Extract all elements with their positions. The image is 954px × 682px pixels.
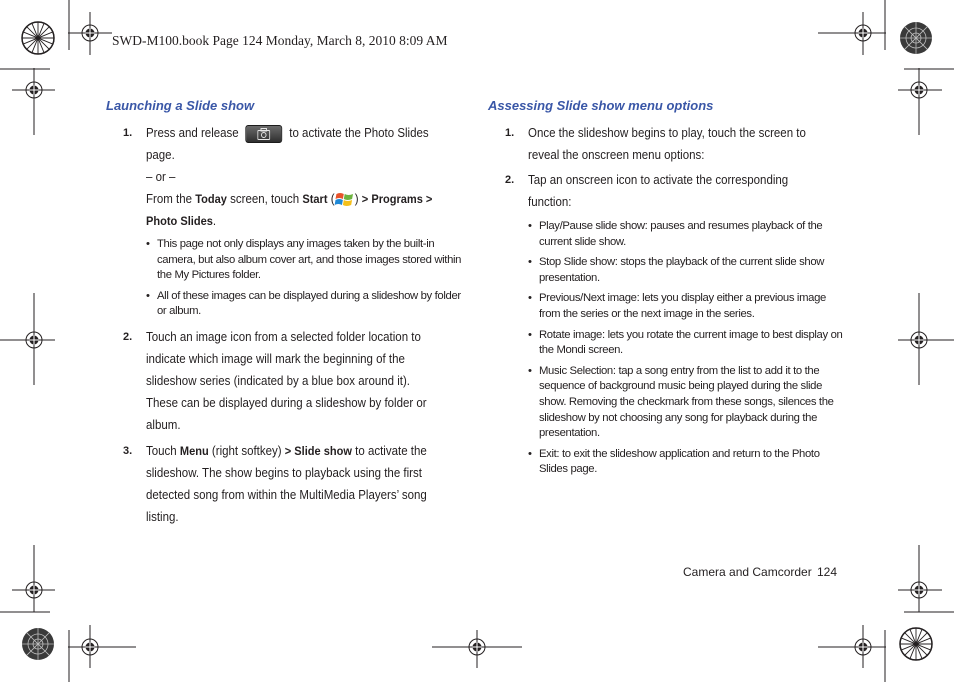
step-text-a: Press and release (146, 126, 239, 140)
windows-logo-icon (335, 190, 355, 210)
text-touch: Touch (146, 443, 180, 458)
step-text-alt (146, 188, 437, 210)
list-item: • Rotate image: lets you rotate the current image to best display on the Mondi screen. (528, 328, 844, 359)
section-title-assessing: Assessing Slide show menu options (488, 98, 714, 113)
text-open-paren: ( (327, 192, 335, 206)
start-label: Start (302, 192, 328, 206)
step-3-launch (106, 440, 462, 528)
step-1-launch (106, 122, 462, 320)
camera-icon (246, 125, 283, 143)
print-header: SWD-M100.book Page 124 Monday, March 8, 2010 8:09 AM (112, 33, 448, 48)
step-number: 1. (123, 127, 133, 139)
list-item: • Music Selection: tap a song entry from the list to add it to the sequence of background music being played during the slide show. Removing the checkmark from these songs, silences the slideshow by not choosing any song for playback during the presentation. (528, 364, 844, 442)
step-number: 3. (123, 444, 133, 457)
page-number: 124 (817, 565, 838, 579)
section-title-launching: Launching a Slide show (106, 98, 255, 113)
list-item: • Exit: to exit the slideshow application and return to the Photo Slides page. (528, 447, 844, 478)
text-rest: to activate the slideshow. The show begins to playback using the first detected song from within the MultiMedia Players’ song listing. (146, 443, 427, 524)
list-item: • Previous/Next image: lets you display either a previous image from the series or the next image in the series. (528, 291, 844, 322)
left-column (106, 97, 462, 528)
step-text-b: to activate the Photo Slides page. (146, 126, 429, 162)
step-1-assess (488, 122, 844, 166)
text-screen-touch: screen, touch (226, 192, 303, 206)
step-number: 2. (123, 330, 133, 343)
photo-slides-label: Photo Slides (146, 214, 213, 228)
footer-section: Camera and Camcorder (683, 565, 812, 579)
step-text (146, 122, 437, 166)
text-right-softkey: (right softkey) (208, 443, 285, 458)
step-number: 2. (505, 174, 515, 186)
right-column (488, 97, 844, 484)
list-item: • This page not only displays any images taken by the built-in camera, but also album cover art, and those images stored within the My Pictures folder. (146, 237, 462, 284)
list-item: • All of these images can be displayed during a slideshow by folder or album. (146, 289, 462, 320)
step-number: 1. (505, 127, 515, 139)
step-2-launch (106, 326, 462, 436)
step-text-alt-end (146, 210, 437, 232)
menu-label: Menu (179, 443, 209, 458)
programs-label: > Programs > (361, 192, 433, 206)
slide-show-label: > Slide show (284, 443, 352, 458)
text-close-paren: ) (354, 192, 362, 206)
text-from-the: From the (146, 192, 196, 206)
list-item: • Play/Pause slide show: pauses and resumes playback of the current slide show. (528, 219, 844, 250)
step-text: Once the slideshow begins to play, touch the screen to reveal the onscreen menu options: (528, 126, 806, 162)
step-1-notes (146, 237, 462, 320)
menu-options-list (528, 219, 844, 478)
today-label: Today (195, 192, 227, 206)
or-separator: – or – (146, 170, 176, 184)
text-period: . (212, 214, 217, 228)
step-text (146, 440, 437, 528)
step-text: Touch an image icon from a selected folder location to indicate which image will mark the beginning of the slideshow series (indicated by a blue box around it). These can be displayed during a slideshow by folder or album. (146, 329, 427, 432)
list-item: • Stop Slide show: stops the playback of the current slide show presentation. (528, 255, 844, 286)
step-text: Tap an onscreen icon to activate the corresponding function: (528, 173, 789, 209)
step-2-assess (488, 169, 844, 478)
